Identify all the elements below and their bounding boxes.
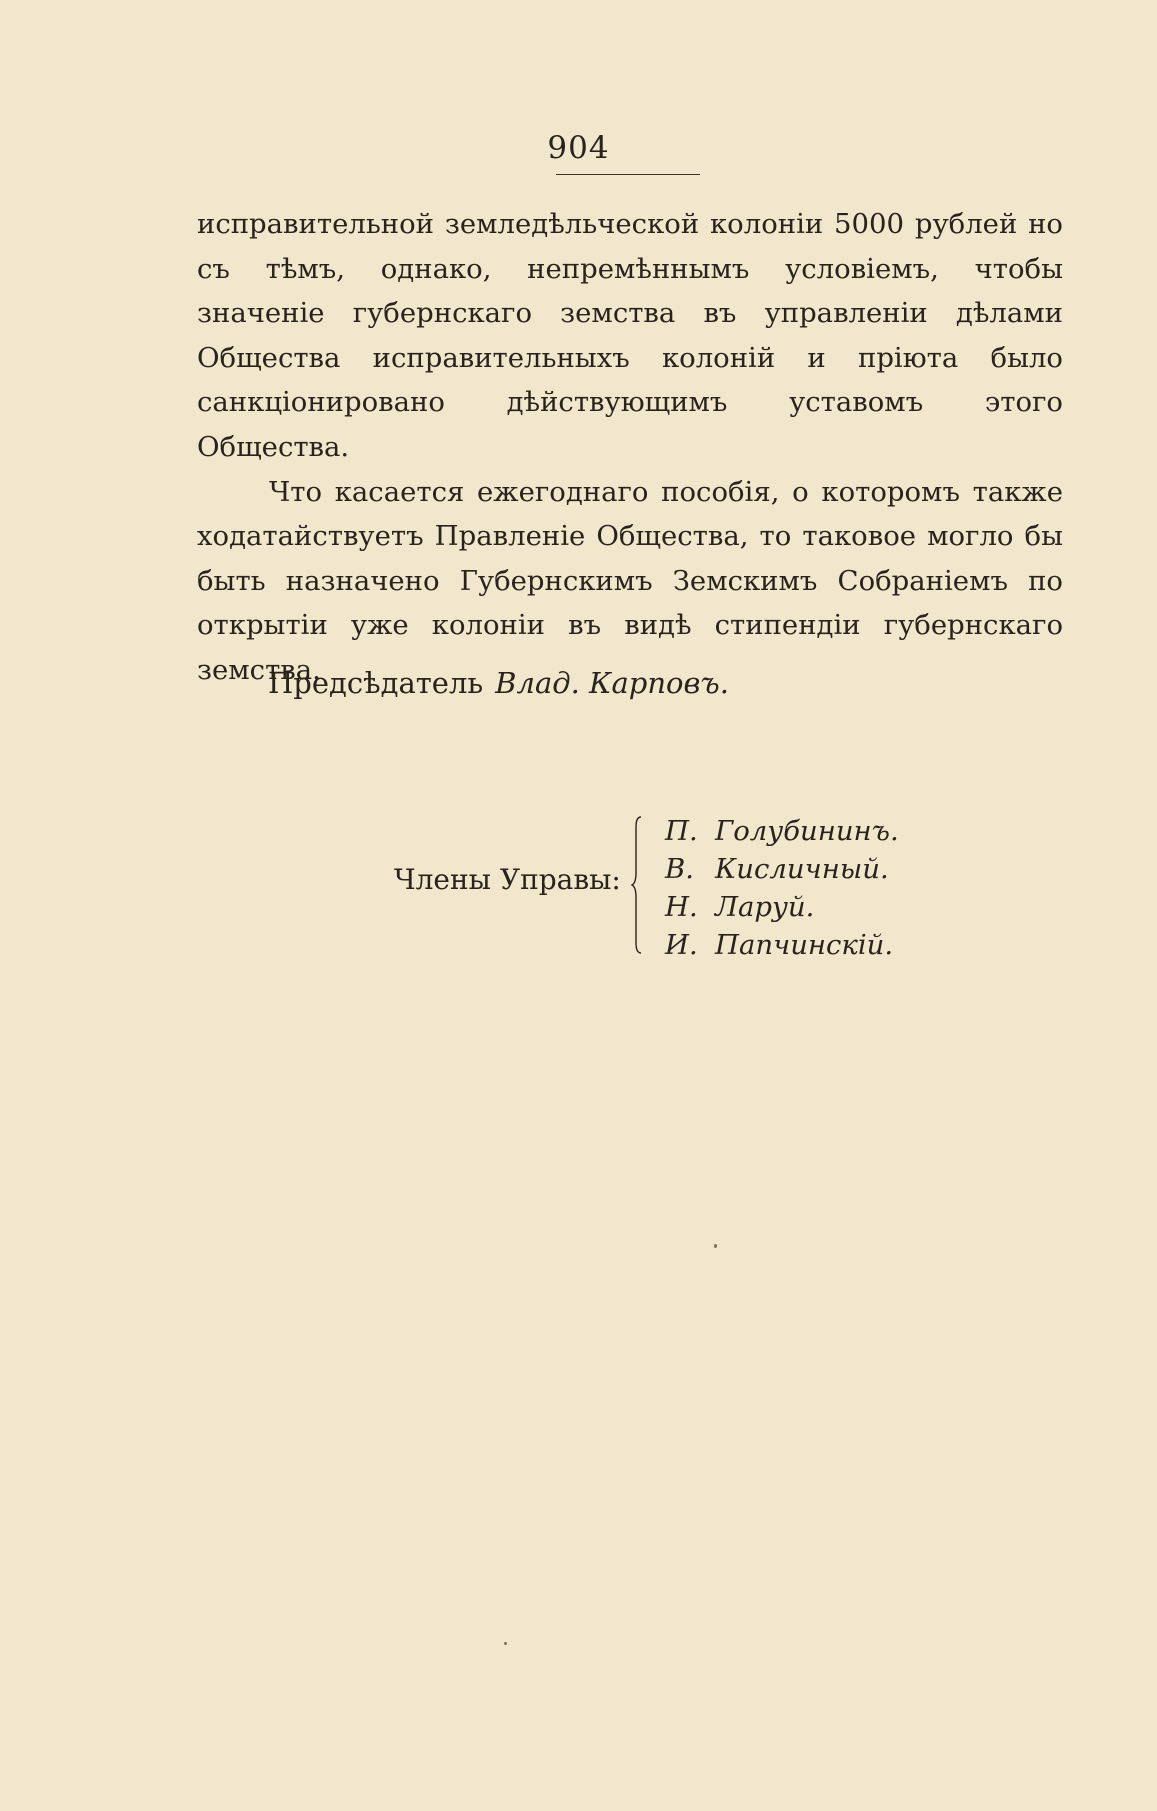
member-initial: И. xyxy=(665,929,698,961)
member-1 xyxy=(665,812,899,850)
member-surname: Голубининъ. xyxy=(715,815,899,847)
member-surname: Ларуй. xyxy=(715,891,815,923)
paragraph-1: исправительной земледѣльческой колоніи 5000 рублей но съ тѣмъ, однако, непремѣннымъ условіемъ, чтобы значеніе губернскаго земства въ управленіи дѣлами Общества исправительныхъ колоній и пріюта было санкціонировано дѣйствующимъ уставомъ этого Общества. xyxy=(197,208,1063,463)
body-text xyxy=(197,202,1063,693)
member-surname: Папчинскій. xyxy=(715,929,894,961)
curly-brace-icon xyxy=(631,815,643,955)
chairman-label: Предсѣдатель xyxy=(268,666,484,700)
paragraph-2: Что касается ежегоднаго пособія, о которомъ также ходатайствуетъ Правленіе Общества, то таковое могло бы быть назначено Губернскимъ Земскимъ Собраніемъ по открытіи уже колоніи въ видѣ стипендіи губернскаго земства. xyxy=(197,475,1063,686)
page-number-rule xyxy=(556,174,700,175)
member-initial: П. xyxy=(665,815,698,847)
member-initial: В. xyxy=(665,853,694,885)
member-2 xyxy=(665,850,899,888)
member-4 xyxy=(665,926,899,964)
paper-speck xyxy=(504,1642,507,1645)
page-number: 904 xyxy=(547,130,610,166)
members-label: Члены Управы: xyxy=(394,863,621,896)
member-initial: Н. xyxy=(665,891,698,923)
paper-speck xyxy=(714,1244,717,1248)
members-list xyxy=(665,812,899,964)
member-surname: Кисличный. xyxy=(715,853,889,885)
chairman-name: Влад. Карповъ. xyxy=(495,666,729,700)
member-3 xyxy=(665,888,899,926)
chairman-signature xyxy=(268,666,729,700)
